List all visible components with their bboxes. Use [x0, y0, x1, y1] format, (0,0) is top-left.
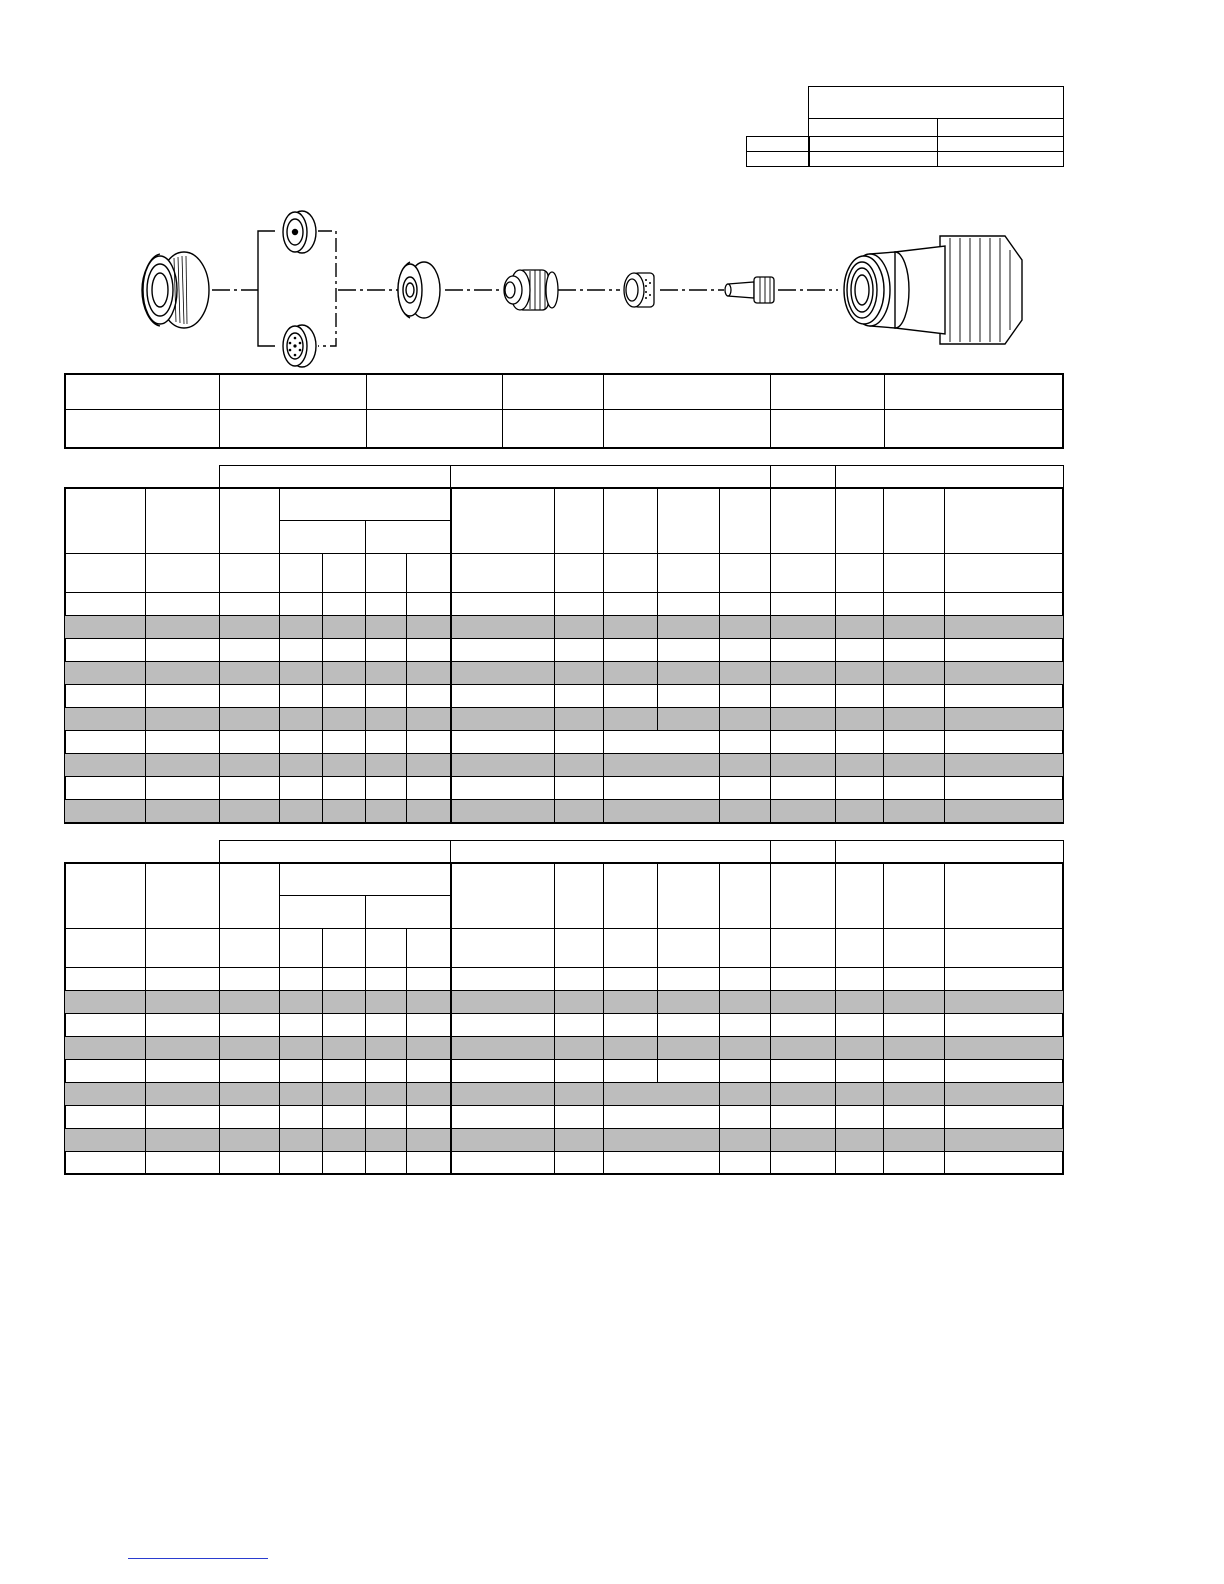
shield-cap-option-top: [283, 211, 316, 253]
table-row: [65, 616, 1063, 638]
table-row: [65, 708, 1063, 730]
table-row: [65, 1083, 1063, 1105]
table-row: [65, 1037, 1063, 1059]
swirl-ring-part: [624, 273, 654, 307]
footer-link[interactable]: [128, 1558, 268, 1559]
torch-body-part: [844, 236, 1022, 344]
table-row: [65, 991, 1063, 1013]
table-row: [65, 754, 1063, 776]
consumables-exploded-diagram: [0, 0, 1224, 370]
nozzle-retaining-cap-part: [398, 262, 440, 318]
shield-cap-option-bottom: [283, 325, 316, 367]
table-row: [65, 662, 1063, 684]
electrode-part: [725, 277, 774, 303]
nozzle-part: [504, 270, 558, 310]
shield-part: [142, 252, 209, 328]
table-row: [65, 1129, 1063, 1151]
table-row: [65, 800, 1063, 822]
